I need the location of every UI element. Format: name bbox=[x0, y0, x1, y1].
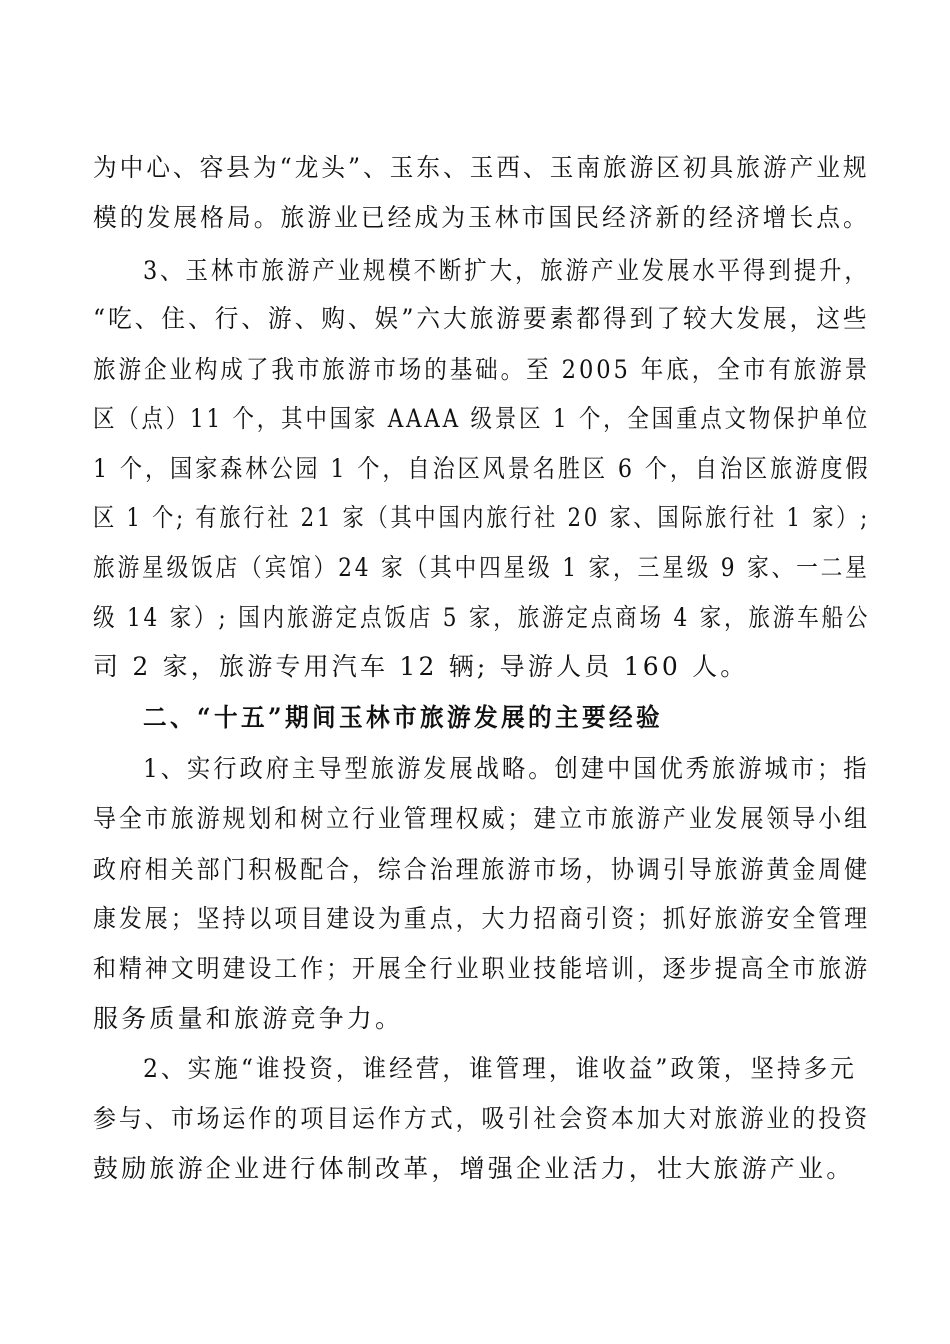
text-line-1: 为中心、容县为“龙头”、玉东、玉西、玉南旅游区初具旅游产业规 bbox=[93, 153, 870, 182]
text-line-3: 3、玉林市旅游产业规模不断扩大，旅游产业发展水平得到提升， bbox=[143, 256, 870, 285]
text-line-14: 导全市旅游规划和树立行业管理权威；建立市旅游产业发展领导小组 bbox=[93, 804, 871, 833]
text-line-9: 旅游星级饭店（宾馆）24 家（其中四星级 1 家，三星级 9 家、一二星 bbox=[93, 553, 870, 582]
text-line-21: 鼓励旅游企业进行体制改革，增强企业活力，壮大旅游产业。 bbox=[93, 1154, 855, 1183]
text-line-13: 1、实行政府主导型旅游发展战略。创建中国优秀旅游城市；指 bbox=[143, 754, 870, 783]
text-line-4: “吃、住、行、游、购、娱”六大旅游要素都得到了较大发展，这些 bbox=[93, 304, 870, 333]
text-line-17: 和精神文明建设工作；开展全行业职业技能培训，逐步提高全市旅游 bbox=[93, 954, 871, 983]
text-line-20: 参与、市场运作的项目运作方式，吸引社会资本加大对旅游业的投资 bbox=[93, 1104, 871, 1133]
text-line-8: 区 1 个; 有旅行社 21 家（其中国内旅行社 20 家、国际旅行社 1 家）; bbox=[93, 503, 871, 532]
text-line-11: 司 2 家，旅游专用汽车 12 辆; 导游人员 160 人。 bbox=[93, 652, 749, 681]
text-line-7: 1 个，国家森林公园 1 个，自治区风景名胜区 6 个，自治区旅游度假 bbox=[93, 454, 871, 483]
text-line-16: 康发展；坚持以项目建设为重点，大力招商引资；抓好旅游安全管理 bbox=[93, 904, 871, 933]
text-line-2: 模的发展格局。旅游业已经成为玉林市国民经济新的经济增长点。 bbox=[93, 203, 870, 232]
text-line-6: 区（点）11 个，其中国家 AAAA 级景区 1 个，全国重点文物保护单位 bbox=[93, 404, 871, 433]
section-heading: 二、“十五”期间玉林市旅游发展的主要经验 bbox=[143, 703, 664, 732]
text-line-5: 旅游企业构成了我市旅游市场的基础。至 2005 年底，全市有旅游景 bbox=[93, 355, 871, 384]
text-line-19: 2、实施“谁投资，谁经营，谁管理，谁收益”政策，坚持多元 bbox=[143, 1054, 857, 1083]
text-line-15: 政府相关部门积极配合，综合治理旅游市场，协调引导旅游黄金周健 bbox=[93, 855, 871, 884]
text-line-10: 级 14 家）; 国内旅游定点饭店 5 家，旅游定点商场 4 家，旅游车船公 bbox=[93, 603, 871, 632]
text-line-18: 服务质量和旅游竞争力。 bbox=[93, 1004, 404, 1033]
